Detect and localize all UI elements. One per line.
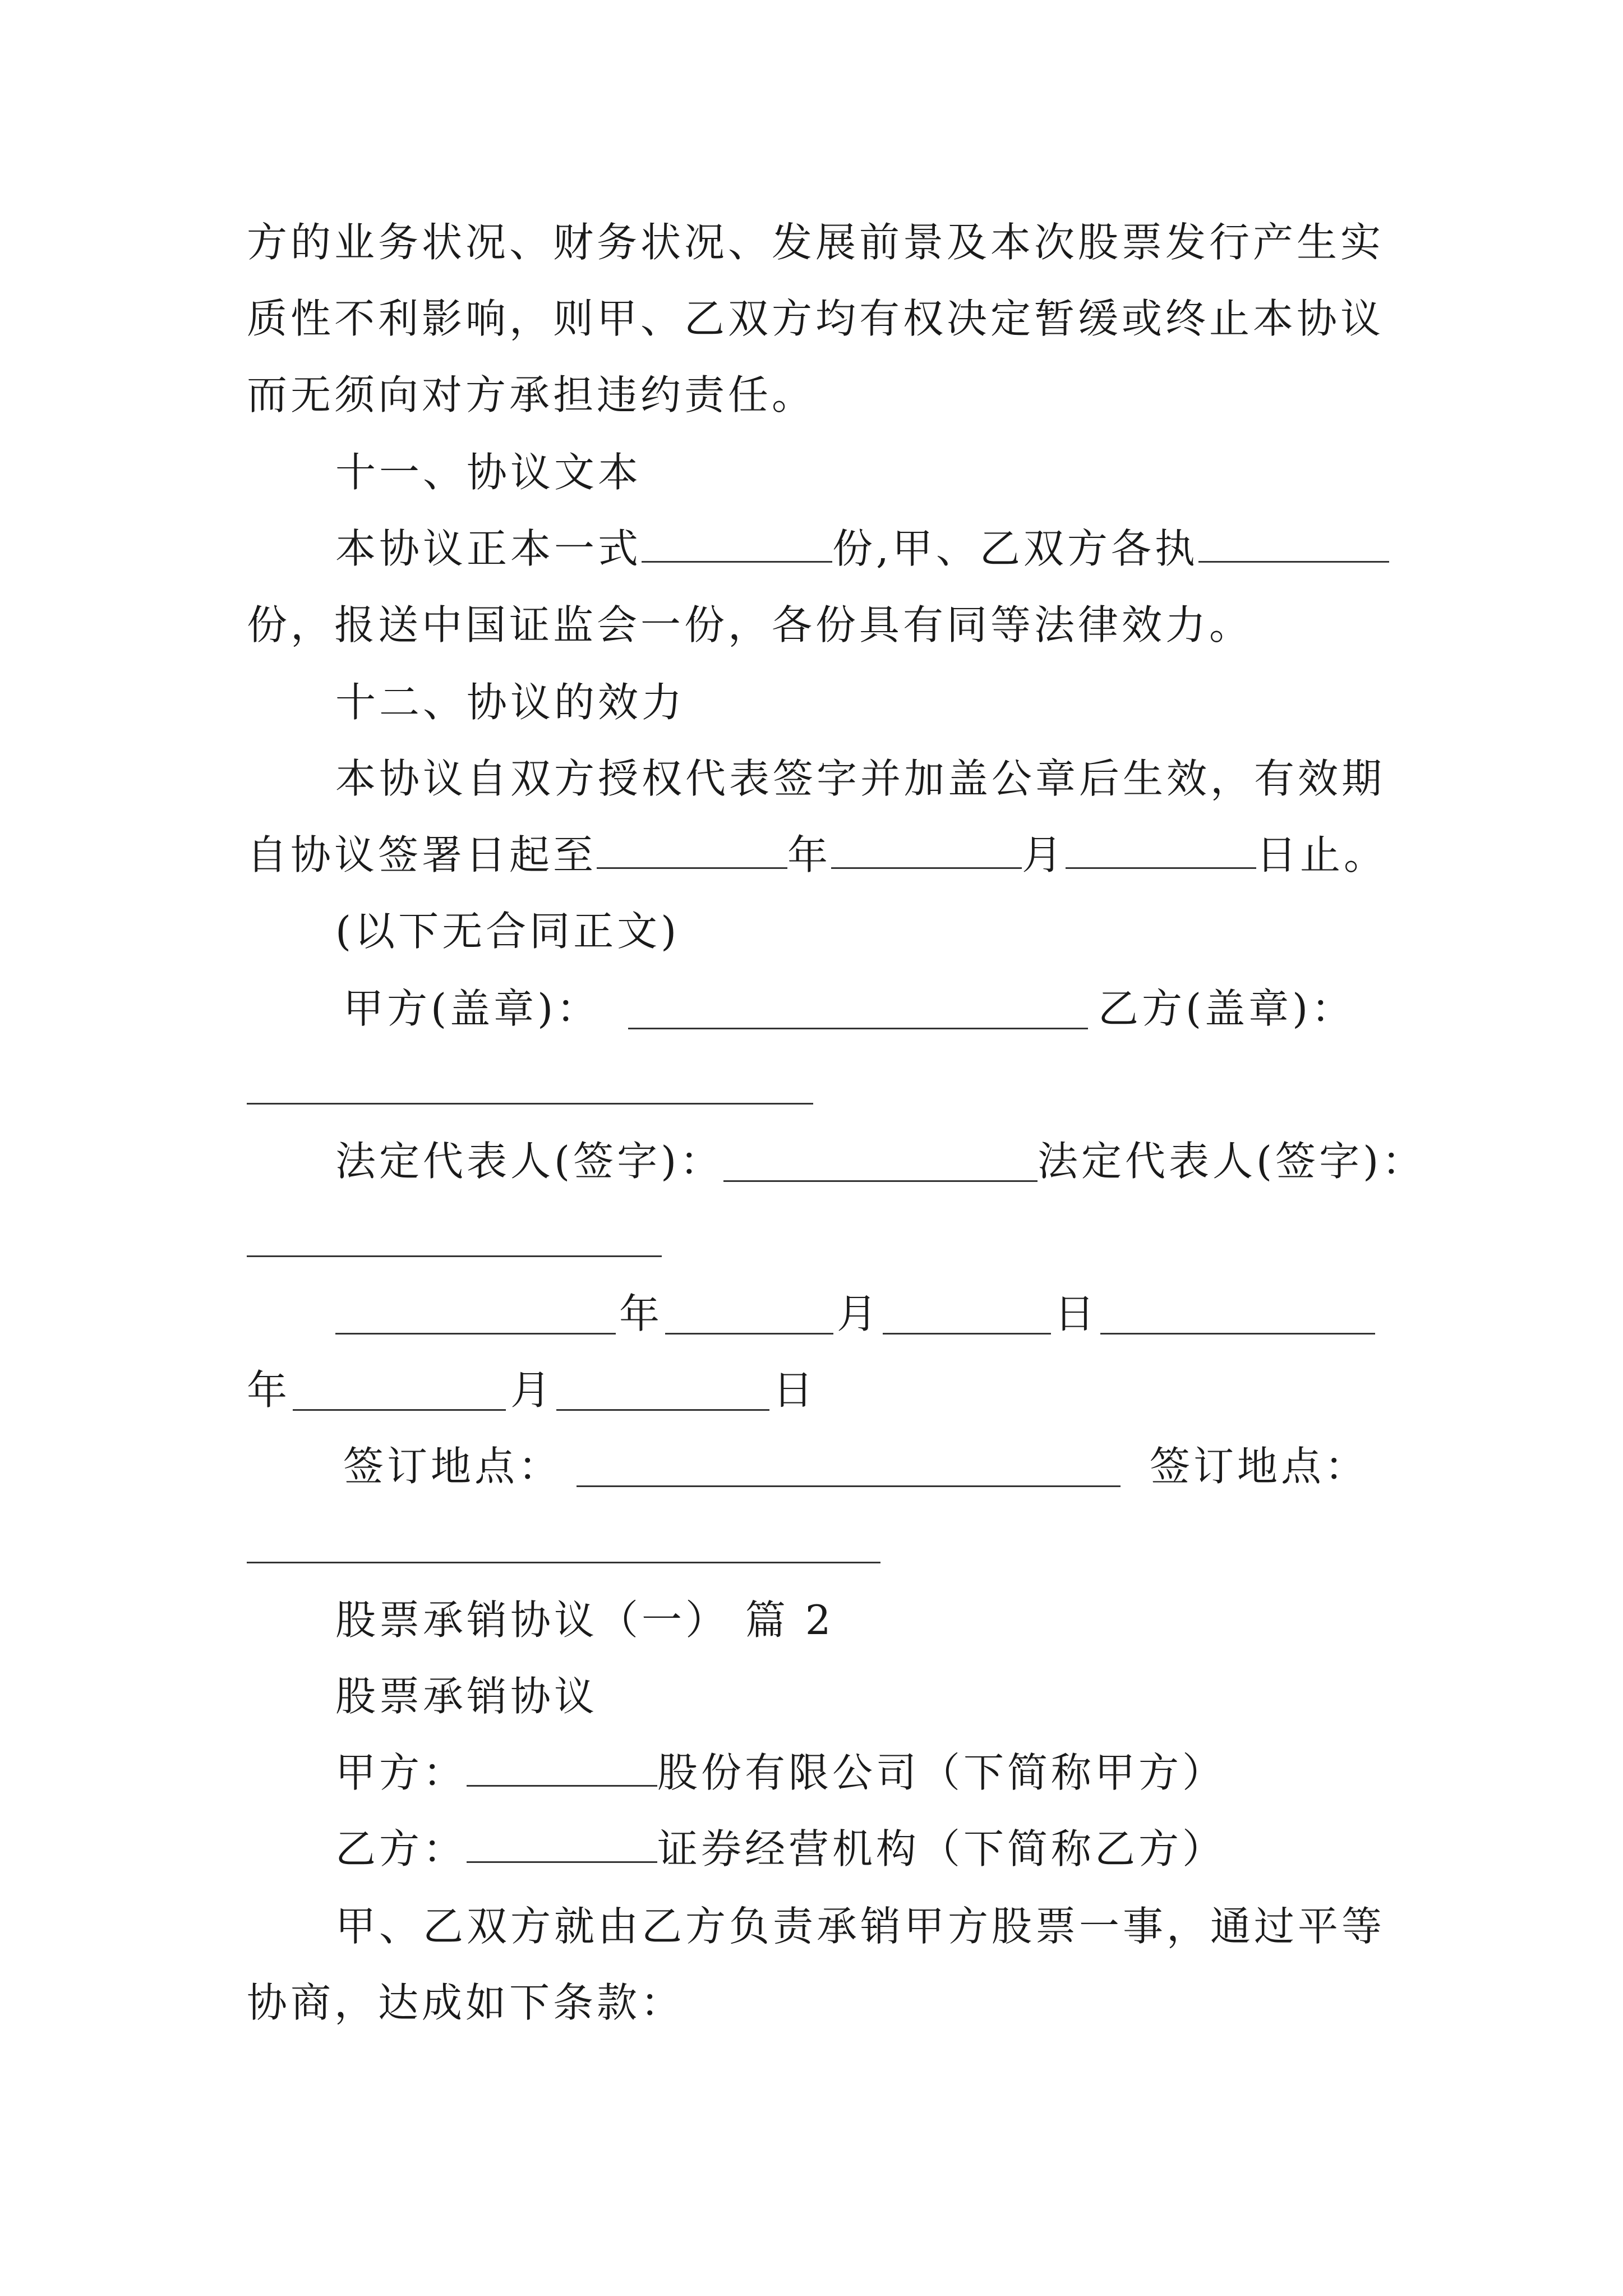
text-segment: 甲方： — [335, 1749, 467, 1796]
paragraph-line: 份，报送中国证监会一份，各份具有同等法律效力。 — [247, 601, 1253, 648]
signing-place-a-label: 签订地点： — [343, 1443, 562, 1490]
text-segment: 日止。 — [1256, 831, 1388, 878]
blank-field — [831, 831, 1022, 869]
date-day-label: 日 — [773, 1366, 817, 1414]
signature-line — [577, 1485, 1121, 1487]
section-heading-12: 十二、协议的效力 — [335, 679, 686, 726]
signature-line — [628, 1028, 1088, 1029]
text-segment: 乙方： — [335, 1825, 467, 1872]
agreement-heading: 股票承销协议 — [335, 1673, 598, 1720]
part-2-title: 股票承销协议（一） 篇 2 — [335, 1596, 834, 1644]
text-segment: 年 — [787, 831, 832, 878]
blank-field — [1198, 525, 1389, 563]
signature-line — [247, 1103, 813, 1105]
signing-place-b-label: 签订地点： — [1150, 1443, 1369, 1490]
text-segment: 月 — [1022, 831, 1066, 878]
date-year-label: 年 — [247, 1366, 291, 1414]
text-segment: 本协议正本一式 — [335, 525, 642, 572]
signature-line — [247, 1255, 662, 1257]
date-year-label: 年 — [619, 1290, 663, 1337]
signature-line — [247, 1562, 880, 1563]
date-blank — [335, 1333, 616, 1335]
date-blank — [556, 1409, 769, 1411]
date-month-label: 月 — [510, 1366, 555, 1414]
paragraph-line: 本协议自双方授权代表签字并加盖公章后生效，有效期 — [335, 755, 1386, 802]
paragraph-line: 质性不利影响，则甲、乙双方均有权决定暂缓或终止本协议 — [247, 295, 1385, 342]
date-blank — [293, 1409, 506, 1411]
party-b-line — [335, 1822, 1226, 1876]
text-segment: 股份有限公司（下简称甲方） — [657, 1749, 1227, 1796]
paragraph-line — [335, 522, 1389, 576]
legal-rep-b-label: 法定代表人(签字)： — [1038, 1138, 1426, 1185]
paragraph-line: 甲、乙双方就由乙方负责承销甲方股票一事，通过平等 — [335, 1903, 1386, 1950]
section-heading-11: 十一、协议文本 — [335, 449, 642, 496]
legal-rep-a-label: 法定代表人(签字)： — [335, 1138, 724, 1185]
party-a-seal-label: 甲方(盖章)： — [343, 985, 601, 1032]
blank-field — [597, 831, 787, 869]
party-b-seal-label: 乙方(盖章)： — [1098, 985, 1355, 1032]
blank-field — [467, 1825, 657, 1863]
paragraph-line — [247, 828, 1387, 882]
blank-field — [467, 1749, 657, 1787]
text-segment: 自协议签署日起至 — [247, 831, 597, 878]
no-more-text-note: (以下无合同正文) — [335, 908, 680, 955]
blank-field — [1066, 831, 1256, 869]
date-month-label: 月 — [837, 1290, 881, 1337]
signature-line — [723, 1180, 1038, 1182]
date-day-label: 日 — [1054, 1290, 1099, 1337]
date-blank — [1100, 1333, 1375, 1335]
party-a-line — [335, 1746, 1226, 1800]
date-blank — [883, 1333, 1051, 1335]
text-segment: 证券经营机构（下简称乙方） — [657, 1825, 1227, 1872]
paragraph-line: 方的业务状况、财务状况、发展前景及本次股票发行产生实 — [247, 219, 1385, 266]
blank-field — [642, 525, 832, 563]
text-segment: 份,甲、乙双方各执 — [832, 525, 1198, 572]
paragraph-line: 协商，达成如下条款： — [247, 1979, 685, 2026]
paragraph-line: 而无须向对方承担违约责任。 — [247, 371, 816, 418]
date-blank — [665, 1333, 833, 1335]
